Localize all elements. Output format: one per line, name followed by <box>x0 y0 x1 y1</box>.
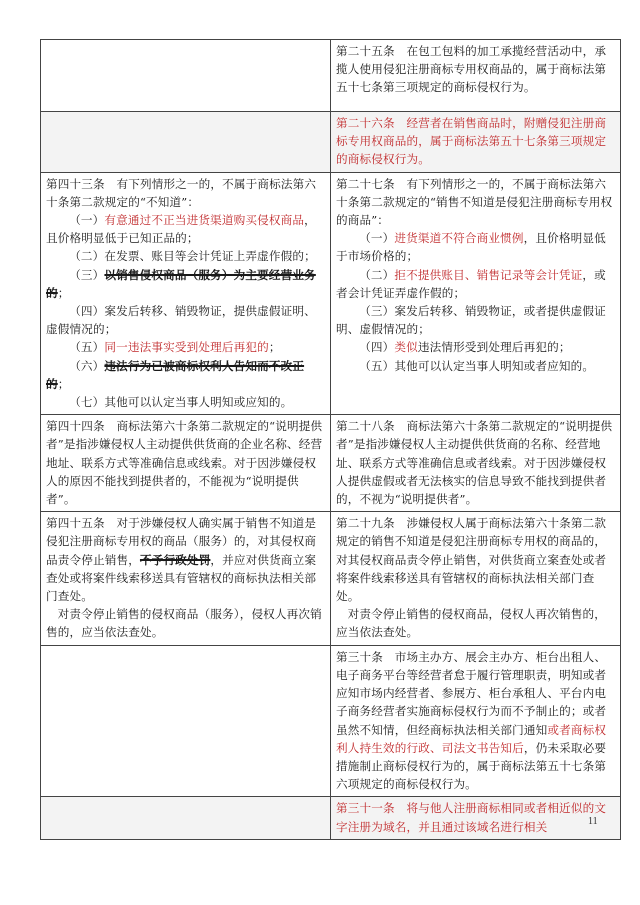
clause-number: （一） <box>359 231 395 246</box>
clause-number: （三） <box>69 267 105 282</box>
left-cell-empty <box>41 40 331 112</box>
table-row <box>41 415 621 512</box>
table-row <box>41 512 621 645</box>
clause-number: （五） <box>69 340 105 355</box>
comparison-table <box>40 39 621 840</box>
right-cell-article-27 <box>331 172 621 415</box>
clause-text: ； <box>268 340 281 355</box>
clause-4 <box>336 338 616 356</box>
clause-text: 第四十五条 对于涉嫌侵权人确实属于销售不知道是侵犯注册商标专用权的商品（服务）的，对其侵权商品责令停止销售， <box>46 516 317 567</box>
right-cell-article-30 <box>331 645 621 797</box>
left-cell-empty <box>41 797 331 839</box>
revised-text: 拒不提供账目、销售记录等会计凭证 <box>394 267 583 282</box>
right-cell-article-29 <box>331 512 621 645</box>
table-row <box>41 172 621 415</box>
revised-text: 类似 <box>394 340 418 355</box>
clause-number: （四） <box>359 340 395 355</box>
clause-1 <box>46 211 326 247</box>
clause-text: 违法情形受到处理后再犯的； <box>417 340 571 355</box>
table-row <box>41 797 621 839</box>
table-row <box>41 112 621 173</box>
deleted-text: 以销售侵权商品（服务）为主要经营业务的 <box>46 267 316 300</box>
left-cell-article-44 <box>41 415 331 512</box>
article-paragraph: 对责令停止销售的侵权商品（服务），侵权人再次销售的，应当依法查处。 <box>46 607 322 640</box>
article-text: 第二十八条 商标法第六十条第二款规定的“说明提供者”是指涉嫌侵权人主动提供供货商的名称、经营地址、联系方式等准确信息或者线索。对于因涉嫌侵权人提供虚假或者无法核实的信息导致不能找到提供者的，不视为“说明提供者”。 <box>336 419 613 507</box>
table-row <box>41 40 621 112</box>
article-text: 第四十四条 商标法第六十条第二款规定的“说明提供者”是指涉嫌侵权人主动提供供货商的企业名称、经营地址、联系方式等准确信息或线索。对于因涉嫌侵权人的原因不能找到提供者的，不能视为“说明提供者”。 <box>46 419 323 507</box>
clause-text: ； <box>57 376 70 391</box>
clause-text: 第三十条 市场主办方、展会主办方、柜台出租人、电子商务平台等经营者怠于履行管理职责，明知或者应知市场内经营者、参展方、柜台承租人、平台内电子商务经营者实施商标侵权行为而不予制止的；或者虽然不知情，但经商标执法相关部门通知 <box>336 649 607 737</box>
clause-text: ； <box>57 285 70 300</box>
article-heading: 第二十七条 有下列情形之一的，不属于商标法第六十条第二款规定的“销售不知道是侵犯注册商标专用权的商品”： <box>336 176 613 228</box>
clause-3 <box>46 266 326 302</box>
deleted-text: 违法行为已被商标权利人告知而不改正的 <box>46 358 305 391</box>
clause-text: ，或者会计凭证弄虚作假的； <box>336 267 606 300</box>
right-cell-article-31 <box>331 797 621 839</box>
article-text <box>46 514 326 605</box>
revised-text: 或者商标权利人持生效的行政、司法文书告知后 <box>336 722 607 755</box>
article-text-new: 第二十六条 经营者在销售商品时，附赠侵犯注册商标专用权商品的，属于商标法第五十七条第三项规定的商标侵权行为。 <box>336 116 607 167</box>
left-cell-empty <box>41 645 331 797</box>
revised-text: 进货渠道不符合商业惯例 <box>394 231 524 246</box>
left-cell-article-43 <box>41 172 331 415</box>
clause-1 <box>336 229 616 265</box>
article-text-new: 第三十一条 将与他人注册商标相同或者相近似的文字注册为域名，并且通过该域名进行相关 <box>336 801 607 834</box>
clause-5 <box>46 338 326 356</box>
revised-text: 同一违法事实受到处理后再犯的 <box>104 340 269 355</box>
clause-2 <box>336 266 616 302</box>
right-cell-article-25 <box>331 40 621 112</box>
left-cell-empty <box>41 112 331 173</box>
article-heading: 第四十三条 有下列情形之一的，不属于商标法第六十条第二款规定的“不知道”： <box>46 176 317 209</box>
right-cell-article-26 <box>331 112 621 173</box>
clause-text: ，仍未采取必要措施制止商标侵权行为的，属于商标法第五十七条第六项规定的商标侵权行为。 <box>336 740 607 792</box>
clause-number: （六） <box>69 358 105 373</box>
article-text <box>336 648 616 794</box>
clause-number: （二） <box>359 267 395 282</box>
clause-number: （一） <box>69 213 105 228</box>
left-cell-article-45 <box>41 512 331 645</box>
article-text: 第二十五条 在包工包料的加工承揽经营活动中，承揽人使用侵犯注册商标专用权商品的，属于商标法第五十七条第三项规定的商标侵权行为。 <box>336 44 607 95</box>
clause-2: （二）在发票、账目等会计凭证上弄虚作假的； <box>69 249 316 264</box>
clause-5: （五）其他可以认定当事人明知或者应知的。 <box>359 358 595 373</box>
clause-6 <box>46 357 326 393</box>
clause-3: （三）案发后转移、销毁物证，或者提供虚假证明、虚假情况的； <box>336 304 606 337</box>
clause-text: ，且价格明显低于市场价格的； <box>336 231 606 264</box>
page-number: 11 <box>588 816 598 827</box>
deleted-text: 不予行政处罚 <box>139 552 211 567</box>
article-paragraph: 对责令停止销售的侵权商品，侵权人再次销售的，应当依法查处。 <box>336 607 606 640</box>
clause-4: （四）案发后转移、销毁物证，提供虚假证明、虚假情况的； <box>46 304 316 337</box>
clause-7: （七）其他可以认定当事人明知或应知的。 <box>69 395 293 410</box>
clause-text: ，且价格明显低于已知正品的； <box>46 213 316 246</box>
article-text: 第二十九条 涉嫌侵权人属于商标法第六十条第二款规定的销售不知道是侵犯注册商标专用权的商品的，对其侵权商品责令停止销售，对供货商立案查处或者将案件线索移送具有管辖权的商标执法相关部门查处。 <box>336 516 607 604</box>
revised-text: 有意通过不正当进货渠道购买侵权商品 <box>104 213 305 228</box>
clause-text: ，并应对供货商立案查处或将案件线索移送具有管辖权的商标执法相关部门查处。 <box>46 552 317 604</box>
table-row <box>41 645 621 797</box>
right-cell-article-28 <box>331 415 621 512</box>
